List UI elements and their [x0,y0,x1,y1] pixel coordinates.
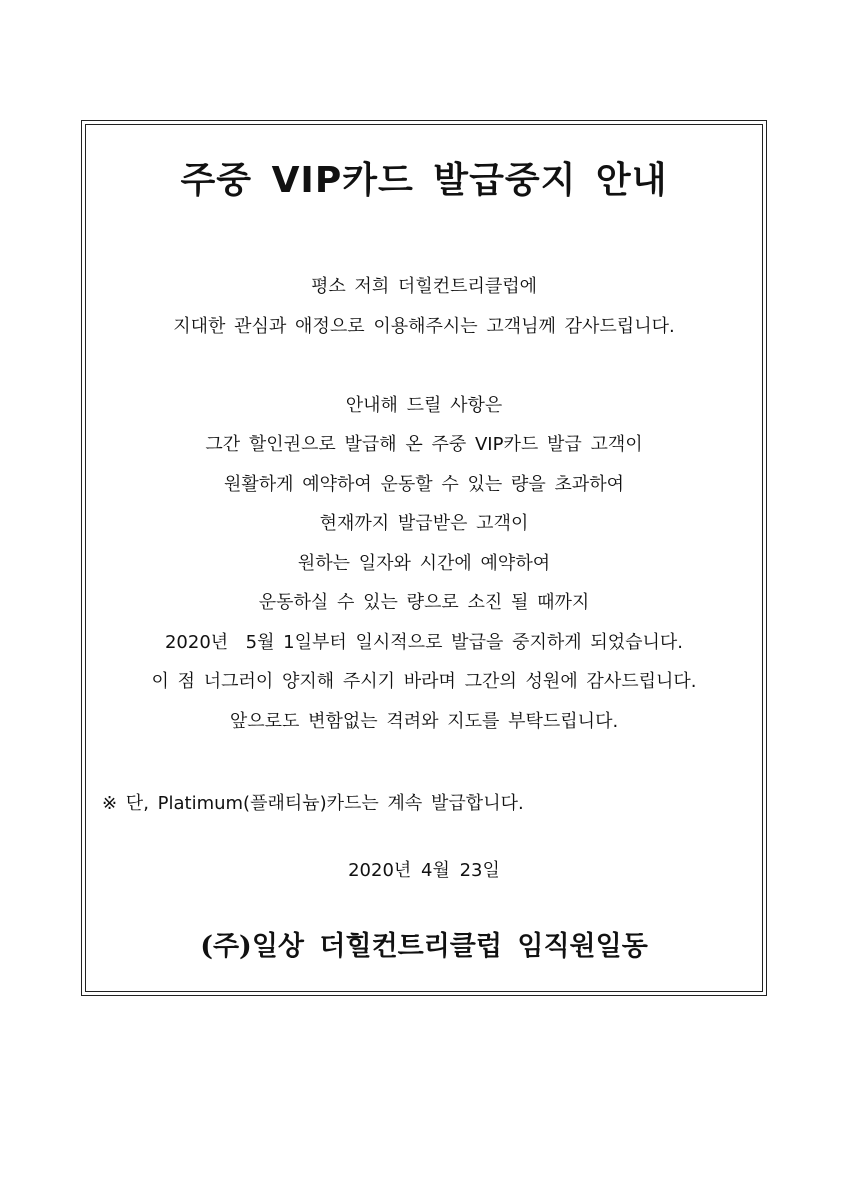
body-line: 원활하게 예약하여 운동할 수 있는 량을 초과하여 [223,473,625,495]
body-line: 운동하실 수 있는 량으로 소진 될 때까지 [258,592,590,613]
notice-frame [81,120,767,996]
signature: (주)일상 더힐컨트리클럽 임직원일동 [200,931,648,962]
notice-date: 2020년 4월 23일 [348,860,500,881]
body-line: 앞으로도 변함없는 격려와 지도를 부탁드립니다. [229,710,619,732]
body-line: 지대한 관심과 애정으로 이용해주시는 고객님께 감사드립니다. [173,315,675,337]
body-line: 이 점 너그러이 양지해 주시기 바라며 그간의 성원에 감사드립니다. [151,671,697,692]
body-line: 그간 할인권으로 발급해 온 주중 VIP카드 발급 고객이 [205,434,643,455]
body-line: 평소 저희 더힐컨트리클럽에 [310,276,538,297]
body-line: 원하는 일자와 시간에 예약하여 [297,552,551,574]
paragraph-gap [86,346,762,386]
notice-body [86,267,762,741]
notice-title: 주중 VIP카드 발급중지 안내 [180,160,668,201]
footnote: ※ 단, Platimum(플래티늄)카드는 계속 발급합니다. [102,793,524,814]
notice-inner-border [85,124,763,992]
body-line: 2020년 5월 1일부터 일시적으로 발급을 중지하게 되었습니다. [164,631,684,653]
body-line: 현재까지 발급받은 고객이 [319,513,529,534]
body-line: 안내해 드릴 사항은 [345,394,503,416]
